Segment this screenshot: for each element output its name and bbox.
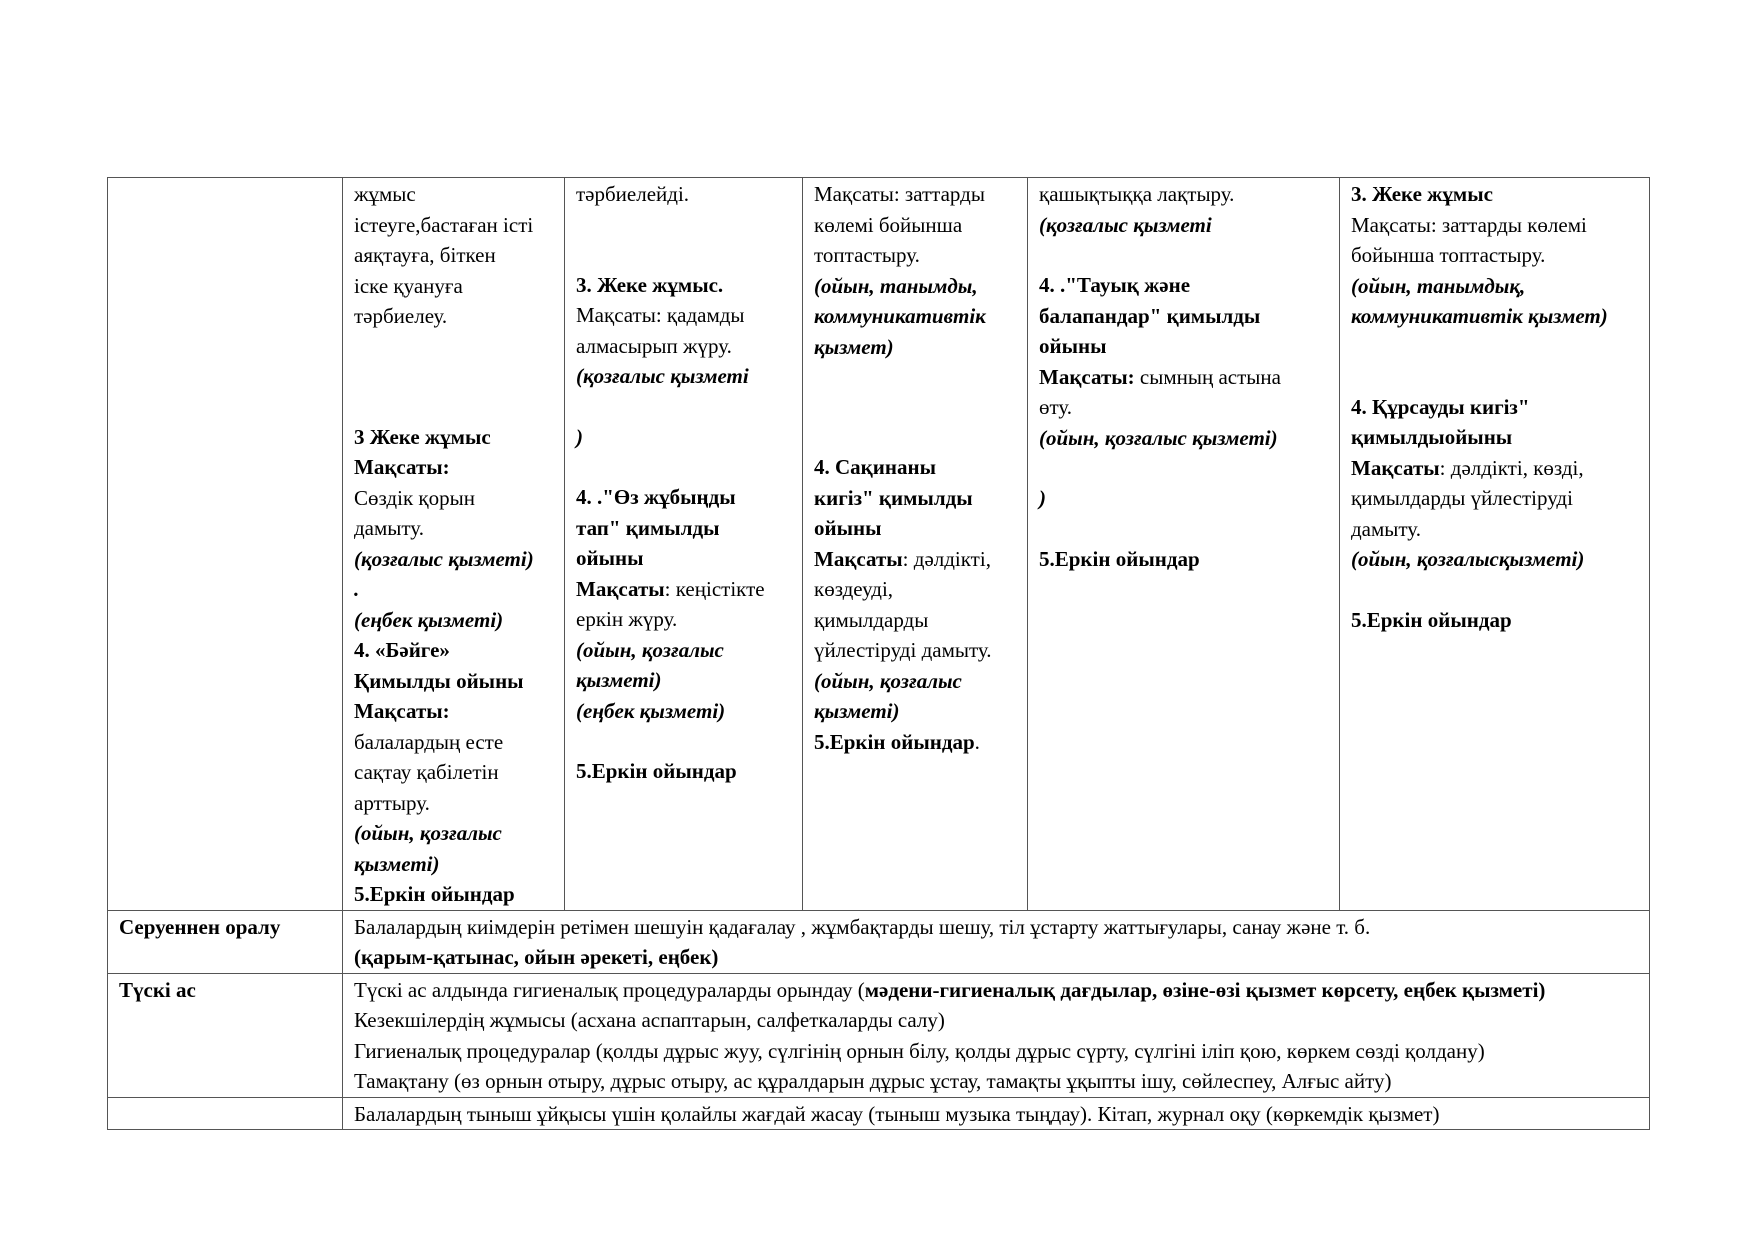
cell-text: жұмыс істеуге,бастаған істі аяқтауға, біткен іске қуануға тәрбиелеу. [354, 182, 534, 328]
activity-type: (ойын, қозғалыс қызметі) (еңбек қызметі) [576, 637, 726, 723]
row-content [343, 1097, 1650, 1130]
day-cell-5 [1340, 178, 1650, 911]
free-games-heading: 5.Еркін ойындар [1039, 546, 1200, 571]
activity-type: (ойын, қозғалысқызметі) [1351, 547, 1585, 571]
activity-type: ) [576, 424, 583, 449]
goal-text: : кеңістікте еркін жүру. [576, 576, 765, 631]
goal-label: Мақсаты [1351, 455, 1440, 480]
sleep-row [108, 1097, 1650, 1130]
row-text: Гигиеналық процедуралар (қолды дұрыс жуу, сүлгінің орнын білу, қолды дұрыс сүрту, сүлгіні іліп қою, көркем сөзді қолдану) [354, 1038, 1485, 1063]
individual-work-heading: 3. Жеке жұмыс [1351, 182, 1493, 206]
goal-label: Мақсаты: [1039, 364, 1135, 389]
row-text: Түскі ас алдында гигиеналық процедураларды орындау ( [354, 977, 865, 1002]
day-cell-2 [565, 178, 803, 911]
cell-text: қашықтыққа лақтыру. [1039, 182, 1235, 206]
game-heading: 4. ."Өз жұбыңды тап" қимылды ойыны [576, 485, 736, 570]
free-games-heading: 5.Еркін ойындар [576, 759, 737, 783]
free-games-heading: 5.Еркін ойындар [354, 882, 515, 906]
day-cell-4 [1028, 178, 1340, 911]
goal-label: Мақсаты [814, 546, 903, 571]
walk-activities-row [108, 178, 1650, 911]
free-games-heading: 5.Еркін ойындар [1351, 607, 1512, 632]
goal-text: Мақсаты: қадамды алмасырып жүру. [576, 303, 745, 358]
row-label: Серуеннен оралу [108, 910, 343, 973]
period: . [974, 729, 980, 754]
daily-plan-table [107, 177, 1650, 1130]
individual-work-heading: 3. Жеке жұмыс. [576, 272, 724, 297]
activity-type: (қозғалыс қызметі [576, 364, 749, 388]
activity-type: (ойын, танымды, коммуникативтік қызмет) [814, 273, 986, 359]
game-heading: 4. ."Тауық және балапандар" қимылды ойыны [1039, 273, 1261, 358]
goal-text: Мақсаты: заттарды көлемі бойынша топтастыру. [814, 182, 985, 267]
game-heading: 4. Сақинаны кигіз" қимылды ойыны [814, 455, 973, 540]
goal-text: Сөздік қорын дамыту. [354, 485, 475, 540]
row-label: Түскі ас [108, 973, 343, 1097]
game-heading: 4. «Бәйге» Қимылды ойыны Мақсаты: [354, 638, 524, 723]
row-text: Кезекшілердің жұмысы (асхана аспаптарын, салфеткаларды салу) [354, 1008, 945, 1032]
row-label [108, 1097, 343, 1130]
cell-text: тәрбиелейді. [576, 182, 690, 206]
activity-type: (қозғалыс қызметі [1039, 212, 1212, 237]
activity-type: ) [1039, 486, 1046, 510]
activity-type: (ойын, қозғалыс қызметі) [354, 821, 502, 876]
row-content [343, 973, 1650, 1097]
activity-type: (ойын, танымдық, коммуникативтік қызмет) [1351, 273, 1608, 328]
activity-type: мәдени-гигиеналық дағдылар, өзіне-өзі қызмет көрсету, еңбек қызметі) [864, 977, 1546, 1002]
activity-type: (қозғалыс қызметі) . [354, 546, 534, 601]
goal-text: : дәлдікті, көзді, қимылдарды үйлестіруді дамыту. [1351, 455, 1584, 541]
lunch-row [108, 973, 1650, 1097]
activity-type: (ойын, қозғалыс қызметі) [1039, 425, 1278, 450]
goal-text: сымның астына өту. [1039, 364, 1281, 419]
activity-type: (еңбек қызметі) [354, 607, 504, 632]
goal-text: балалардың есте сақтау қабілетін арттыру. [354, 729, 504, 815]
day-cell-3 [803, 178, 1028, 911]
row-text: Тамақтану (өз орнын отыру, дұрыс отыру, ас құралдарын дұрыс ұстау, тамақты ұқыпты ішу, сөйлеспеу, Алғыс айту) [354, 1069, 1392, 1093]
activity-type: (ойын, қозғалыс қызметі) [814, 668, 962, 723]
goal-text: : дәлдікті, көздеуді, қимылдарды үйлестіруді дамыту. [814, 546, 992, 662]
row-label-empty [108, 178, 343, 911]
return-from-walk-row [108, 910, 1650, 973]
goal-label: Мақсаты [576, 576, 665, 601]
row-text: Балалардың киімдерін ретімен шешуін қадағалау , жұмбақтарды шешу, тіл ұстарту жаттығулары, санау және т. б. [354, 914, 1371, 939]
row-text: Балалардың тыныш ұйқысы үшін қолайлы жағдай жасау (тыныш музыка тыңдау). Кітап, журнал оқу (көркемдік қызмет) [354, 1101, 1440, 1126]
day-cell-1 [343, 178, 565, 911]
individual-work-heading: 3 Жеке жұмыс Мақсаты: [354, 424, 491, 479]
free-games-heading: 5.Еркін ойындар [814, 729, 975, 754]
row-content [343, 910, 1650, 973]
activity-type: (қарым-қатынас, ойын әрекеті, еңбек) [354, 945, 719, 969]
game-heading: 4. Құрсауды кигіз" қимылдыойыны [1351, 394, 1530, 449]
goal-text: Мақсаты: заттарды көлемі бойынша топтастыру. [1351, 212, 1587, 267]
